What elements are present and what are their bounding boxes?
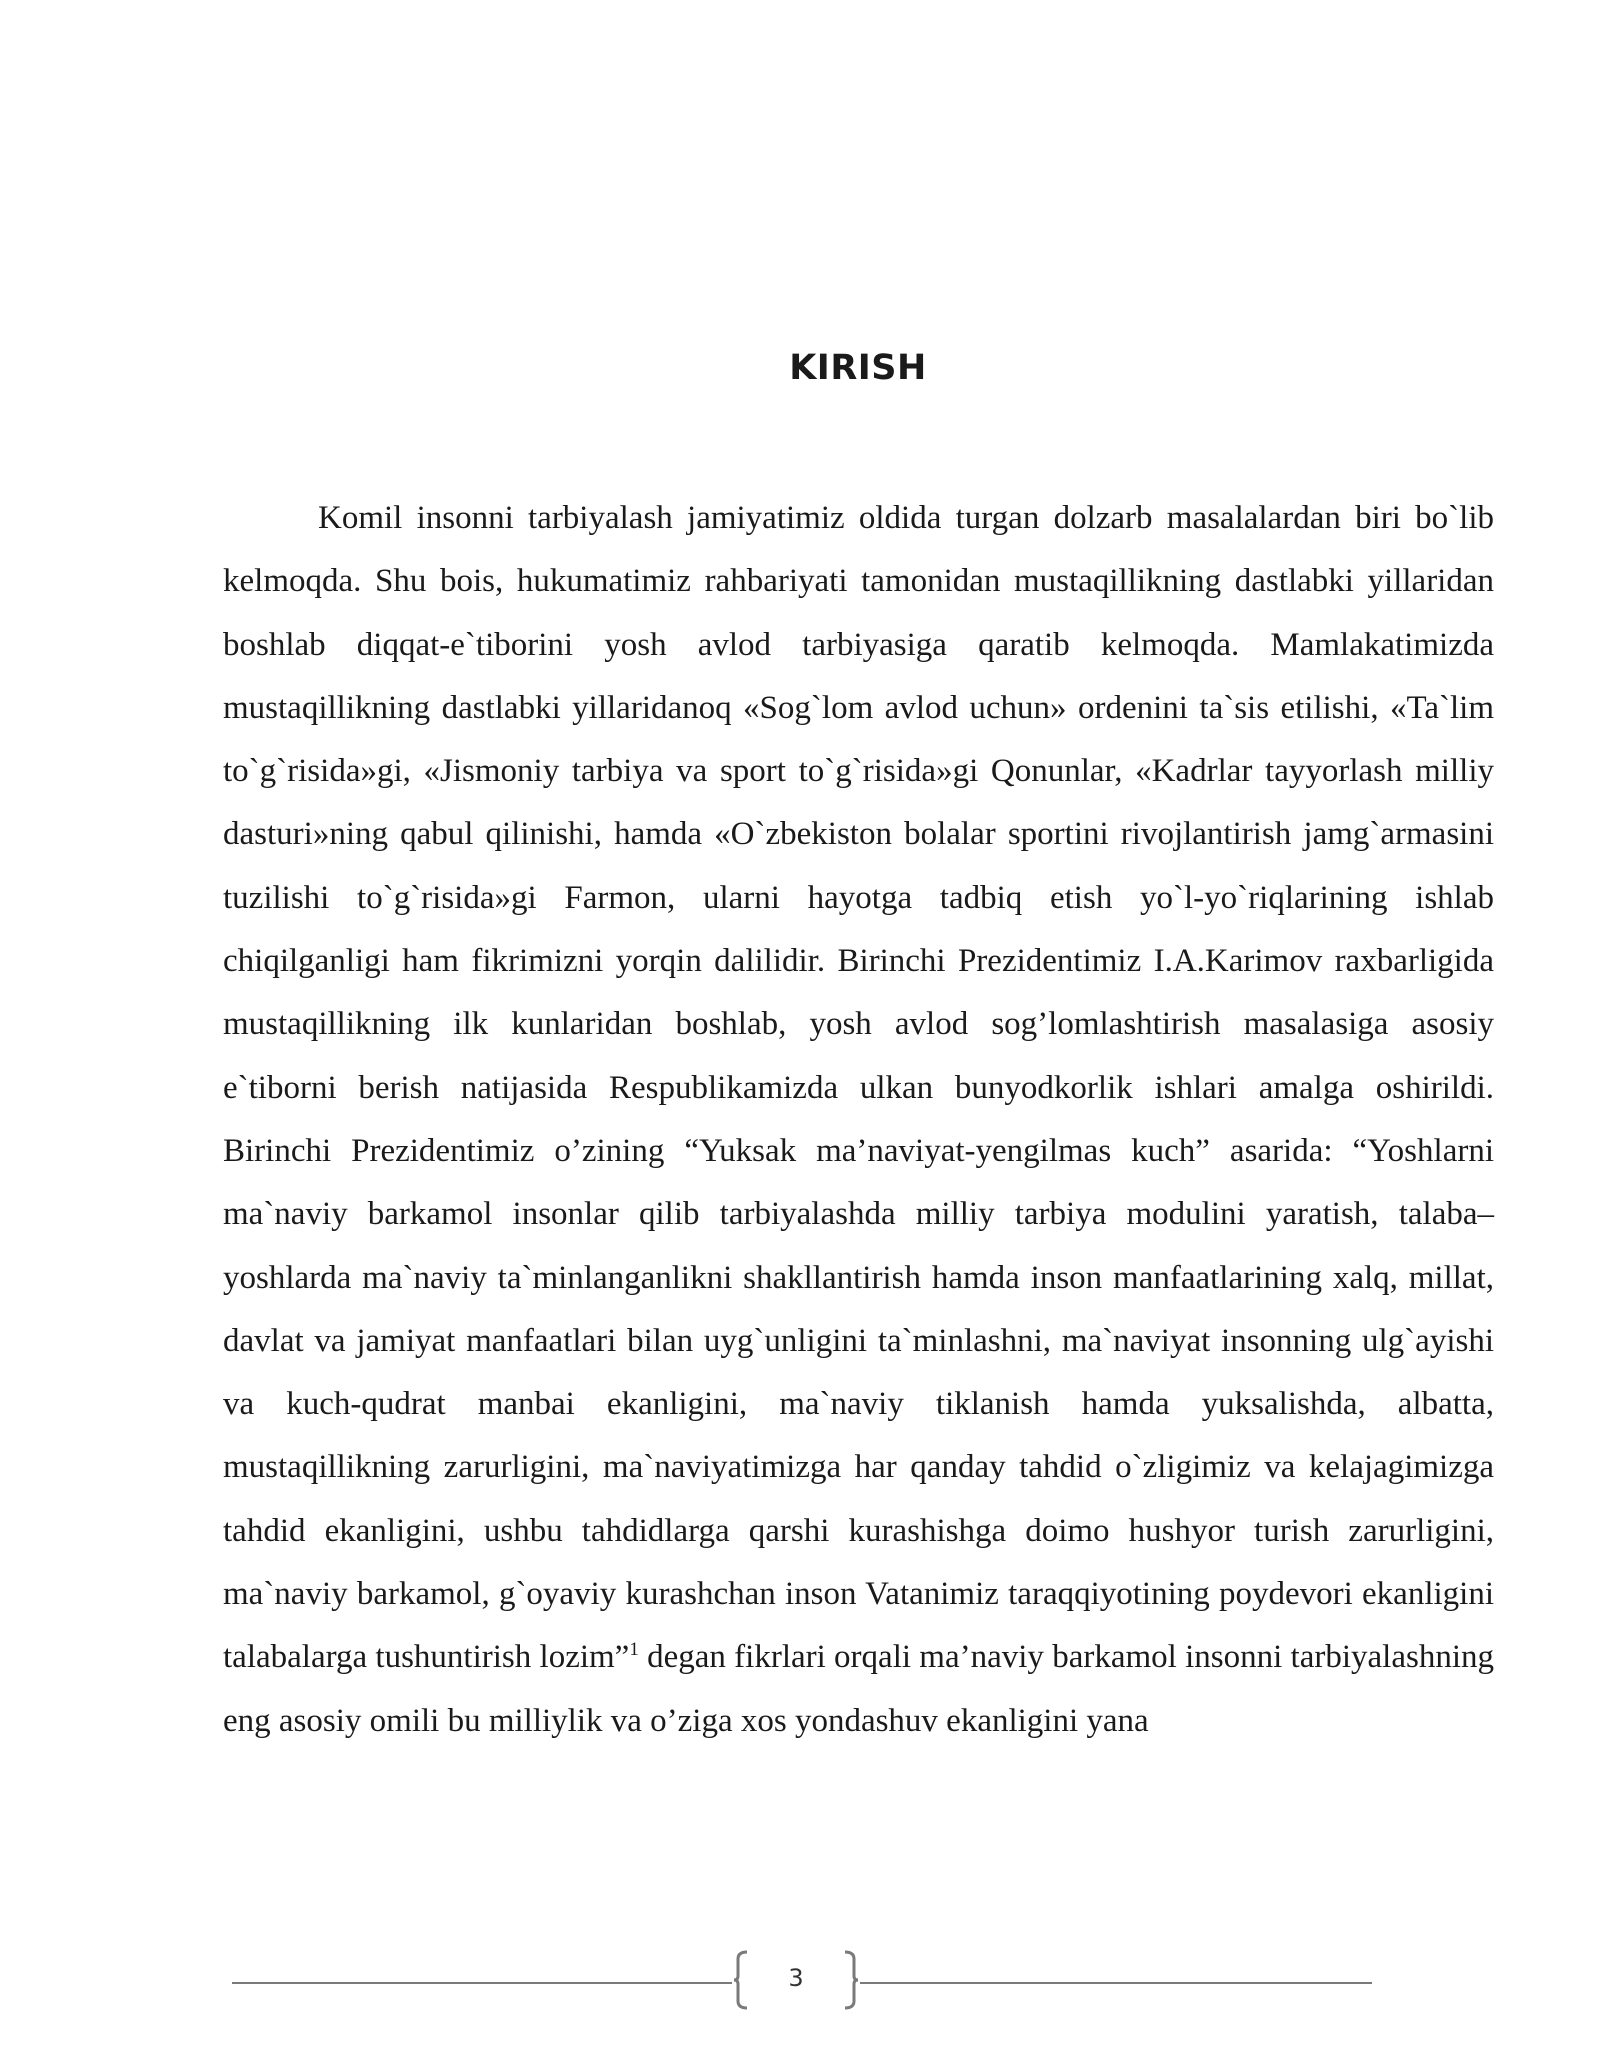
page-number: 3	[788, 1964, 804, 1992]
footnote-reference[interactable]: 1	[629, 1639, 639, 1661]
left-brace-icon	[732, 1950, 750, 2010]
paragraph-text-continued: degan fikrlari orqali ma’naviy barkamol insonni tarbiyalashning eng asosiy omili bu milliylik va o’ziga xos yondashuv ekanligini yana	[223, 1639, 1494, 1739]
footer-rule-right	[860, 1982, 1372, 1984]
footer-rule-left	[232, 1982, 732, 1984]
page-footer	[232, 1950, 1372, 2014]
page-title: KIRISH	[789, 348, 927, 388]
paragraph-text: Komil insonni tarbiyalash jamiyatimiz oldida turgan dolzarb masalalardan biri bo`lib kelmoqda. Shu bois, hukumatimiz rahbariyati tamonidan mustaqillikning dastlabki yillaridan boshlab diqqat-e`tiborini yosh avlod tarbiyasiga qaratib kelmoqda. Mamlakatimizda mustaqillikning dastlabki yillaridanoq «Sog`lom avlod uchun» ordenini ta`sis etilishi, «Ta`lim to`g`risida»gi, «Jismoniy tarbiya va sport to`g`risida»gi Qonunlar, «Kadrlar tayyorlash milliy dasturi»ning qabul qilinishi, hamda «O`zbekiston bolalar sportini rivojlantirish jamg`armasini tuzilishi to`g`risida»gi Farmon, ularni hayotga tadbiq etish yo`l-yo`riqlarining ishlab chiqilganligi ham fikrimizni yorqin dalilidir. Birinchi Prezidentimiz I.A.Karimov raxbarligida mustaqillikning ilk kunlaridan boshlab, yosh avlod sog’lomlashtirish masalasiga asosiy e`tiborni berish natijasida Respublikamizda ulkan bunyodkorlik ishlari amalga oshirildi. Birinchi Prezidentimiz o’zining “Yuksak ma’naviyat-yengilmas kuch” asarida: “Yoshlarni ma`naviy barkamol insonlar qilib tarbiyalashda milliy tarbiya modulini yaratish, talaba–yoshlarda ma`naviy ta`minlanganlikni shakllantirish hamda inson manfaatlarining xalq, millat, davlat va jamiyat manfaatlari bilan uyg`unligini ta`minlashni, ma`naviyat insonning ulg`ayishi va kuch-qudrat manbai ekanligini, ma`naviy tiklanish hamda yuksalishda, albatta, mustaqillikning zarurligini, ma`naviyatimizga har qanday tahdid o`zligimiz va kelajagimizga tahdid ekanligini, ushbu tahdidlarga qarshi kurashishga doimo hushyor turish zarurligini, ma`naviy barkamol, g`oyaviy kurashchan inson Vatanimiz taraqqiyotining poydevori ekanligini talabalarga tushuntirish lozim”	[223, 500, 1494, 1676]
body-paragraph	[223, 487, 1494, 1753]
right-brace-icon	[842, 1950, 860, 2010]
